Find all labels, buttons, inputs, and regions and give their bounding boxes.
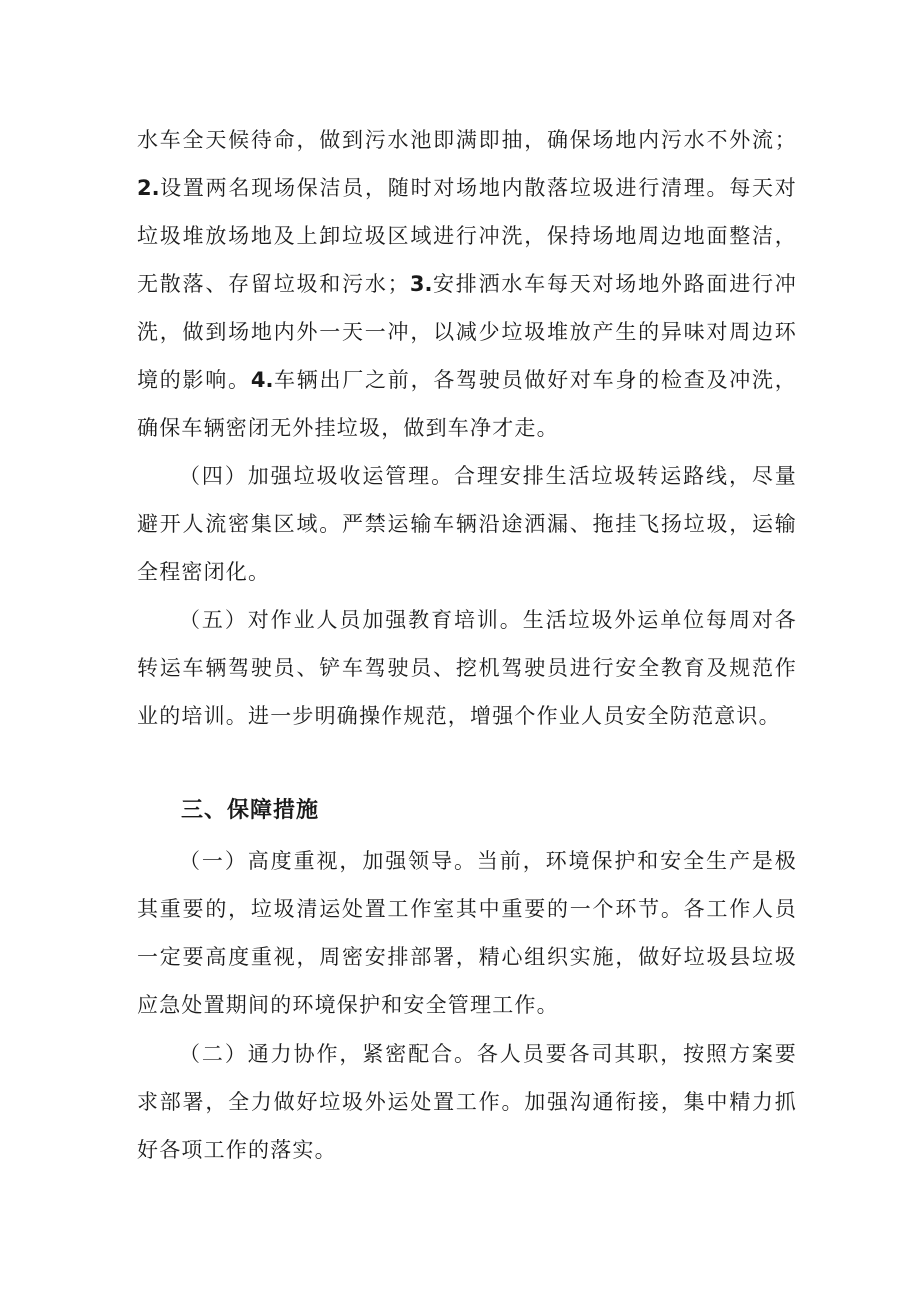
item-number: 4.: [250, 368, 274, 392]
paragraph-cooperation: （二）通力协作，紧密配合。各人员要各司其职，按照方案要求部署，全力做好垃圾外运处置工作。加强沟通衔接，集中精力抓好各项工作的落实。: [137, 1042, 797, 1162]
paragraph-collection-management: （四）加强垃圾收运管理。合理安排生活垃圾转运路线，尽量避开人流密集区域。严禁运输车辆沿途洒漏、拖挂飞扬垃圾，运输全程密闭化。: [137, 464, 797, 584]
item-number: 2.: [137, 176, 160, 200]
item-number: 3.: [409, 272, 433, 296]
section-heading: 三、保障措施: [181, 798, 320, 823]
paragraph-text: 安排洒水车每天对场地外路面进行冲洗，做到场地内外一天一冲，以减少垃圾堆放产生的异味对周边环境的影响。: [137, 272, 797, 392]
paragraph-text: 车辆出厂之前，各驾驶员做好对车身的检查及冲洗，确保车辆密闭无外挂垃圾，做到车净才走。: [137, 368, 797, 440]
paragraph-staff-training: （五）对作业人员加强教育培训。生活垃圾外运单位每周对各转运车辆驾驶员、铲车驾驶员、挖机驾驶员进行安全教育及规范作业的培训。进一步明确操作规范，增强个作业人员安全防范意识。: [137, 608, 797, 728]
paragraph-text: 水车全天候待命，做到污水池即满即抽，确保场地内污水不外流；: [137, 128, 797, 152]
paragraph-text: 设置两名现场保洁员，随时对场地内散落垃圾进行清理。每天对垃圾堆放场地及上卸垃圾区域进行冲洗，保持场地周边地面整洁，无散落、存留垃圾和污水；: [137, 176, 797, 296]
paragraph-sanitation-measures: [137, 116, 797, 452]
paragraph-leadership: （一）高度重视，加强领导。当前，环境保护和安全生产是极其重要的，垃圾清运处置工作室其中重要的一个环节。各工作人员一定要高度重视，周密安排部署，精心组织实施，做好垃圾县垃圾应急处置期间的环境保护和安全管理工作。: [137, 849, 797, 1017]
